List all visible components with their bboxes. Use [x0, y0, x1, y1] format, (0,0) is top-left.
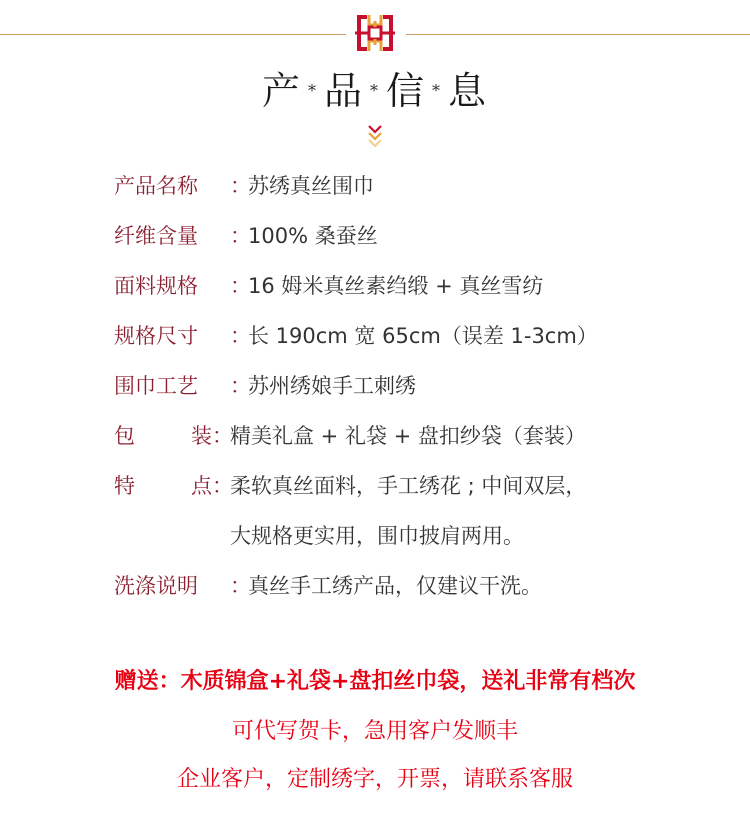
title-char-3: 信	[386, 69, 427, 113]
title-char-2: 品	[323, 69, 364, 113]
knot-emblem-icon	[355, 13, 395, 53]
spec-value: 100% 桑蚕丝	[248, 224, 378, 248]
spec-value: 柔软真丝面料，手工绣花 ; 中间双层，	[230, 474, 587, 498]
spec-row-washing	[114, 571, 542, 601]
spec-value: 苏州绣娘手工刺绣	[248, 374, 416, 398]
spec-colon: ：	[230, 174, 251, 198]
spec-label: 规格尺寸	[114, 324, 198, 348]
spec-row-product-name	[114, 171, 374, 201]
spec-label: 围巾工艺	[114, 374, 198, 398]
header-rule-right	[406, 34, 750, 35]
spec-row-craft	[114, 371, 416, 401]
spec-label: 包装	[114, 424, 212, 448]
spec-row-fiber	[114, 221, 378, 251]
spec-colon: ：	[230, 374, 251, 398]
spec-colon: ：	[230, 274, 251, 298]
promo-gift-line: 赠送：木质锦盒+礼袋+盘扣丝巾袋，送礼非常有档次	[114, 669, 636, 694]
spec-label: 产品名称	[114, 174, 198, 198]
spec-label: 面料规格	[114, 274, 198, 298]
title-char-4: 息	[448, 69, 489, 113]
title-separator: *	[432, 81, 443, 100]
spec-row-size	[114, 321, 598, 351]
title-separator: *	[307, 81, 318, 100]
spec-row-fabric	[114, 271, 543, 301]
spec-colon: ：	[230, 224, 251, 248]
spec-colon: ：	[212, 424, 233, 448]
spec-value: 16 姆米真丝素绉缎 + 真丝雪纺	[248, 274, 544, 298]
spec-row-features	[114, 471, 586, 501]
promo-enterprise-line: 企业客户，定制绣字，开票，请联系客服	[176, 767, 573, 792]
title-separator: *	[370, 81, 380, 100]
promo-card-line: 可代写贺卡，急用客户发顺丰	[231, 719, 518, 744]
chevron-down-icon	[365, 124, 385, 150]
header-rule-left	[0, 34, 346, 35]
spec-label: 特点	[114, 474, 212, 498]
spec-colon: ：	[212, 474, 233, 498]
spec-value: 苏绣真丝围巾	[248, 174, 374, 198]
section-title	[0, 60, 750, 115]
spec-colon: ：	[230, 574, 251, 598]
spec-value: 长 190cm 宽 65cm（误差 1-3cm）	[248, 324, 598, 348]
spec-value: 真丝手工绣产品，仅建议干洗。	[248, 574, 542, 598]
title-char-1: 产	[261, 69, 302, 113]
spec-row-packaging	[114, 421, 586, 451]
spec-value-continuation: 大规格更实用，围巾披肩两用。	[230, 524, 524, 548]
spec-colon: ：	[230, 324, 251, 348]
spec-value: 精美礼盒 + 礼袋 + 盘扣纱袋（套装）	[230, 424, 586, 448]
spec-label: 洗涤说明	[114, 574, 198, 598]
spec-label: 纤维含量	[114, 224, 198, 248]
